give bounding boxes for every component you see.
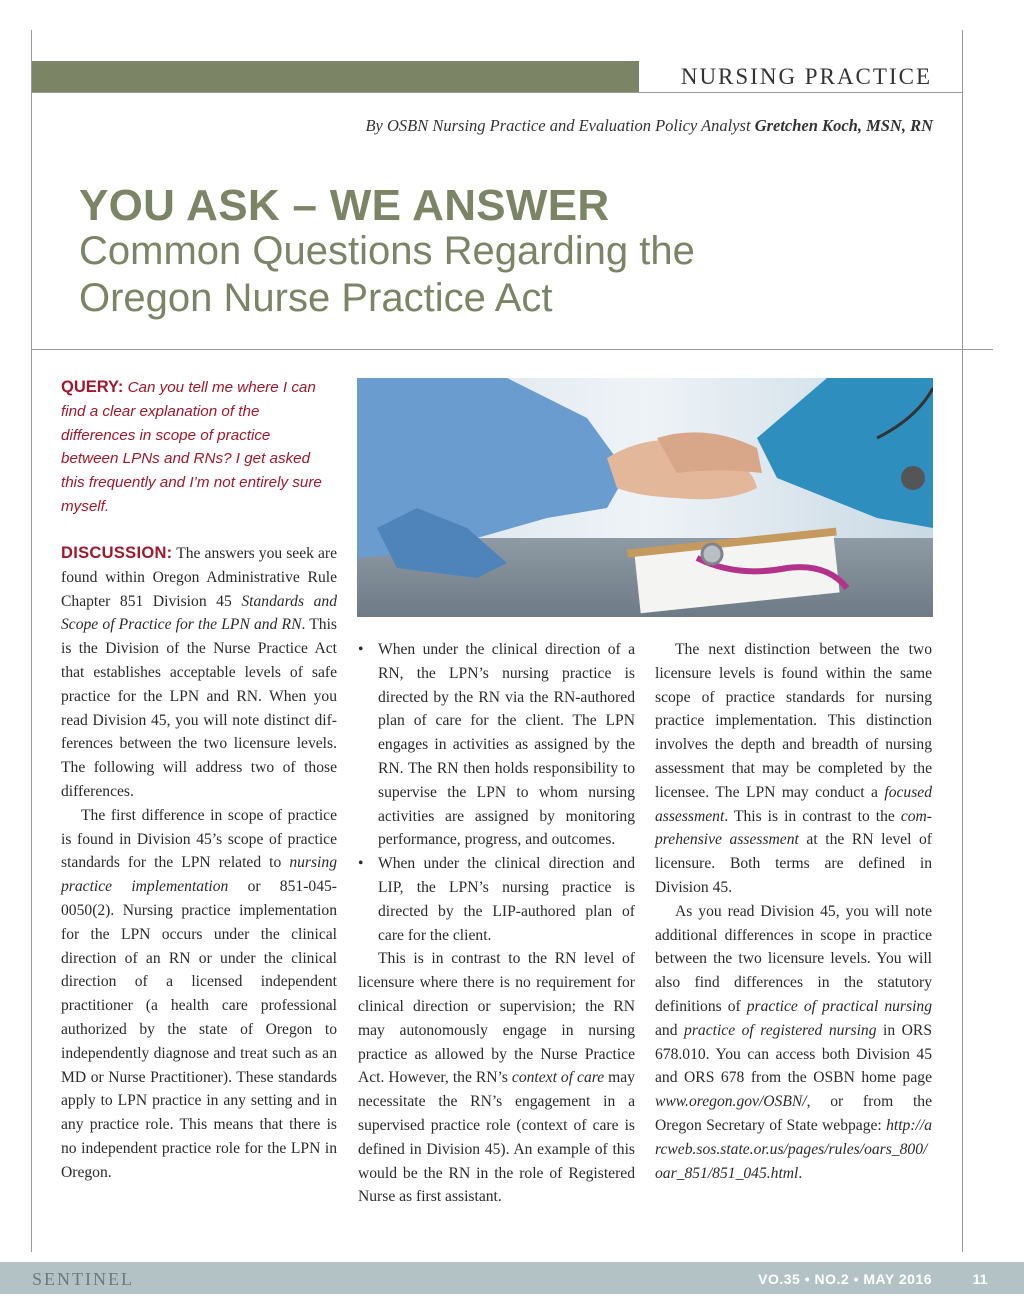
text-span: The answers you seek are found within Oregon Administrative Rule Chapter 851 Division 45 [61,545,337,610]
text-span: at the RN level of licensure. Both terms are defined in Division 45. [655,831,932,896]
page-subtitle: Common Questions Regarding the Oregon Nurse Practice Act [79,229,695,320]
text-span: or 851-045-0050(2). Nursing practice implementation for the LPN occurs under the clinical direction of an RN or under the clinical direction of a licensed independent practitioner (a health care professional authorized by the state of Oregon to independently diagnose and treat such as an MD or Nurse Practitioner). These standards apply to LPN practice in any setting and in any practice role. This means that there is no independent practice role for the LPN in Oregon. [61,878,337,1181]
text-span: . This is in contrast to the [724,807,901,825]
paragraph [61,542,337,804]
italic-span: focused assessment [655,783,932,825]
page-title: YOU ASK – WE ANSWER [79,181,610,230]
text-span: This is in contrast to the RN level of licensure where there is no requirement for clinical direction or supervision; the RN may autonomously engage in nursing practice as allowed by the Nurse Practice Act. However, the RN’s [358,950,635,1087]
text-span: , or from the Oregon Secretary of State webpage: [655,1093,932,1134]
handshake-illustration [357,378,933,617]
byline [100,116,933,136]
paragraph [358,947,635,1209]
osbn-link[interactable]: www.oregon.gov/OSBN/ [655,1093,807,1111]
text-span: and [655,1021,685,1039]
section-label: NURSING PRACTICE [680,64,932,89]
column-3 [655,638,932,1185]
bullet-text: When under the clinical direction and LIP, the LPN’s nursing practice is directed by the LIP-authored plan of care for the client. [378,855,635,944]
bullet-marker: • [358,641,364,658]
italic-span: nursing practice implementation [61,854,337,896]
paragraph [61,804,337,1185]
sos-link[interactable]: http://arcweb.sos.state.or.us/pages/rules/oars_800/oar_851/851_045.html [655,1116,932,1182]
paragraph [655,900,932,1186]
header-rule [31,92,963,93]
paragraph [655,638,932,900]
bullet-marker: • [358,855,364,873]
section-color-bar [32,61,639,92]
left-frame-line [31,30,32,1252]
byline-author: Gretchen Koch, MSN, RN [754,116,933,135]
text-span: may necessitate the RN’s engagement in a supervised practice role (context of care is defined in Division 45). An example of this would be the RN in the role of Registered Nurse as first assistant. [358,1069,636,1206]
footer-brand: SENTINEL [32,1269,134,1289]
right-frame-line [962,30,963,1252]
text-span: The next distinction between the two licensure levels is found within the same scope of practice standards for nursing practice implementation. This distinction involves the depth and breadth of nursing assessment that may be completed by the licensee. The LPN may conduct a [655,641,932,801]
italic-span: context of care [511,1069,605,1087]
italic-span: Standards and Scope of Practice for the LPN and RN [61,592,337,634]
text-span: in ORS 678.010. You can access both Division 45 and ORS 678 from the OSBN home page [655,1021,932,1087]
query-text: Can you tell me where I can find a clear explanation of the differences in scope of practice between LPNs and RNs? I get asked this frequently and I’m not entirely sure myself. [61,379,322,515]
bullet-text: When under the clinical direction of a RN, the LPN’s nursing practice is directed by the RN via the RN-authored plan of care for the client. The LPN engages in activities as assigned by the RN. The RN then holds responsibility to supervise the LPN to whom nursing activities are assigned by monitoring performance, progress, and outcomes. [378,641,635,849]
bullet-item [358,638,635,852]
text-span: . This is the Division of the Nurse Practice Act that establishes acceptable levels of safe practice for the LPN and RN. When you read Division 45, you will note distinct differences between the two licensure levels. The following will address two of those differences. [61,616,337,800]
bullet-item [358,852,635,947]
text-span: . [798,1164,803,1182]
italic-span: comprehensive assessment [655,807,932,849]
footer-issue: VO.35 • NO.2 • MAY 2016 [758,1271,932,1287]
italic-span: practice of registered nursing [684,1021,877,1039]
discussion-label: DISCUSSION: [61,544,173,562]
text-span: The first difference in scope of practice is found in Division 45’s scope of practice standards for the LPN related to [61,806,337,872]
page-number: 11 [972,1271,988,1287]
handshake-photo [357,378,933,617]
query-callout [61,376,331,519]
italic-span: practice of practical nursing [746,997,932,1015]
byline-prefix: By OSBN Nursing Practice and Evaluation Policy Analyst [365,116,755,135]
column-2 [358,638,635,1209]
column-1 [61,542,337,1185]
query-label: QUERY: [61,378,124,396]
text-span: As you read Division 45, you will note additional differences in scope in practice between the two licensure levels. You will also find differences in the statutory definitions of [655,902,932,1015]
title-rule [31,349,993,350]
